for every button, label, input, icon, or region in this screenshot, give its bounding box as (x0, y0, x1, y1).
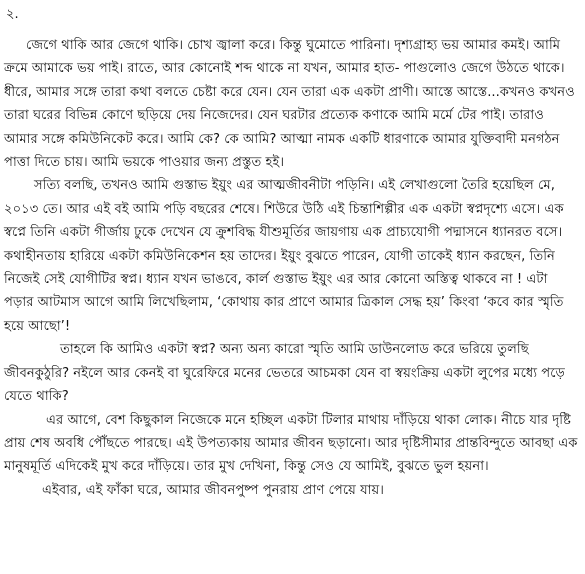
paragraph-1: জেগে থাকি আর জেগে থাকি। চোখ জ্বালা করে। কিন্তু ঘুমোতে পারিনা। দৃশ্যগ্রাহ্য ভয় আমার কমই। আমি ক্রমে আমাকে ভয় পাই। রাতে, আর কোনোই শব্দ থাকে না যখন, আমার হাত- পাগুলোও জেগে উঠতে থাকে। ধীরে, আমার সঙ্গে তারা কথা বলতে চেষ্টা করে যেন। যেন তারা এক একটা প্রাণী। আস্তে আস্তে...কখনও কখনও তারা ঘরের বিভিন্ন কোণে ছড়িয়ে দেয় নিজেদের। যেন ঘরটার প্রত্যেক কণাকে আমি মর্মে টের পাই। তারাও আমার সঙ্গে কমিউনিকেট করে। আমি কে? কে আমি? আত্মা নামক একটি ধারণাকে আমার যুক্তিবাদী মনগঠন পাত্তা দিতে চায়। আমি ভয়কে পাওয়ার জন্য প্রস্তুত হই। (4, 38, 575, 171)
paragraph-4: এর আগে, বেশ কিছুকাল নিজেকে মনে হচ্ছিল একটা টিলার মাথায় দাঁড়িয়ে থাকা লোক। নীচে যার দৃষ্টি প্রায় শেষ অবধি পৌঁছতে পারছে। এই উপত্যকায় আমার জীবন ছড়ানো। আর দৃষ্টিসীমার প্রান্তবিন্দুতে আবছা এক মানুষমূর্তি এদিকেই মুখ করে দাঁড়িয়ে। তার মুখ দেখিনা, কিন্তু সেও যে আমিই, বুঝতে ভুল হয়না। (4, 412, 578, 475)
paragraph-5: এইবার, এই ফাঁকা ঘরে, আমার জীবনপুষ্প পুনরায় প্রাণ পেয়ে যায়। (42, 482, 384, 498)
body-text (4, 34, 579, 502)
paragraph-2: সত্যি বলছি, তখনও আমি গুস্তাভ ইয়ুং এর আত্মজীবনীটা পড়িনি। এই লেখাগুলো তৈরি হয়েছিল মে, ২০১৩ তে। আর এই বই আমি পড়ি বছরের শেষে। শিউরে উঠি এই চিন্তাশিল্পীর এক একটা স্বপ্নদৃশ্যে এসে। এক স্বপ্নে তিনি একটা গীর্জায় ঢুকে দেখেন যে ক্রুশবিদ্ধ যীশুমূর্তির জায়গায় এক প্রাচ্যযোগী পদ্মাসনে ধ্যানরত বসে। কথাহীনতায় হারিয়ে একটা কমিউনিকেশন হয় তাদের। ইয়ুং বুঝতে পারেন, যোগী তাকেই ধ্যান করছেন, তিনি নিজেই সেই যোগীটির স্বপ্ন। ধ্যান যখন ভাঙবে, কার্ল গুস্তাভ ইয়ুং এর আর কোনো অস্তিত্ব থাকবে না ! এটা পড়ার আটমাস আগে আমি লিখেছিলাম, ‘কোথায় কার প্রাণে আমার ত্রিকাল সেদ্ধ হয়’ কিংবা ‘কবে কার স্মৃতি হয়ে আছো’! (4, 178, 564, 334)
paragraph-3: তাহলে কি আমিও একটা স্বপ্ন? অন্য অন্য কারো স্মৃতি আমি ডাউনলোড করে ভরিয়ে তুলছি জীবনকুঠুরি? নইলে আর কেনই বা ঘুরেফিরে মনের ভেতরে আচমকা যেন বা স্বয়ংক্রিয় একটা লুপের মধ্যে পড়ে যেতে থাকি? (4, 342, 565, 405)
page-number: ২. (6, 7, 19, 22)
